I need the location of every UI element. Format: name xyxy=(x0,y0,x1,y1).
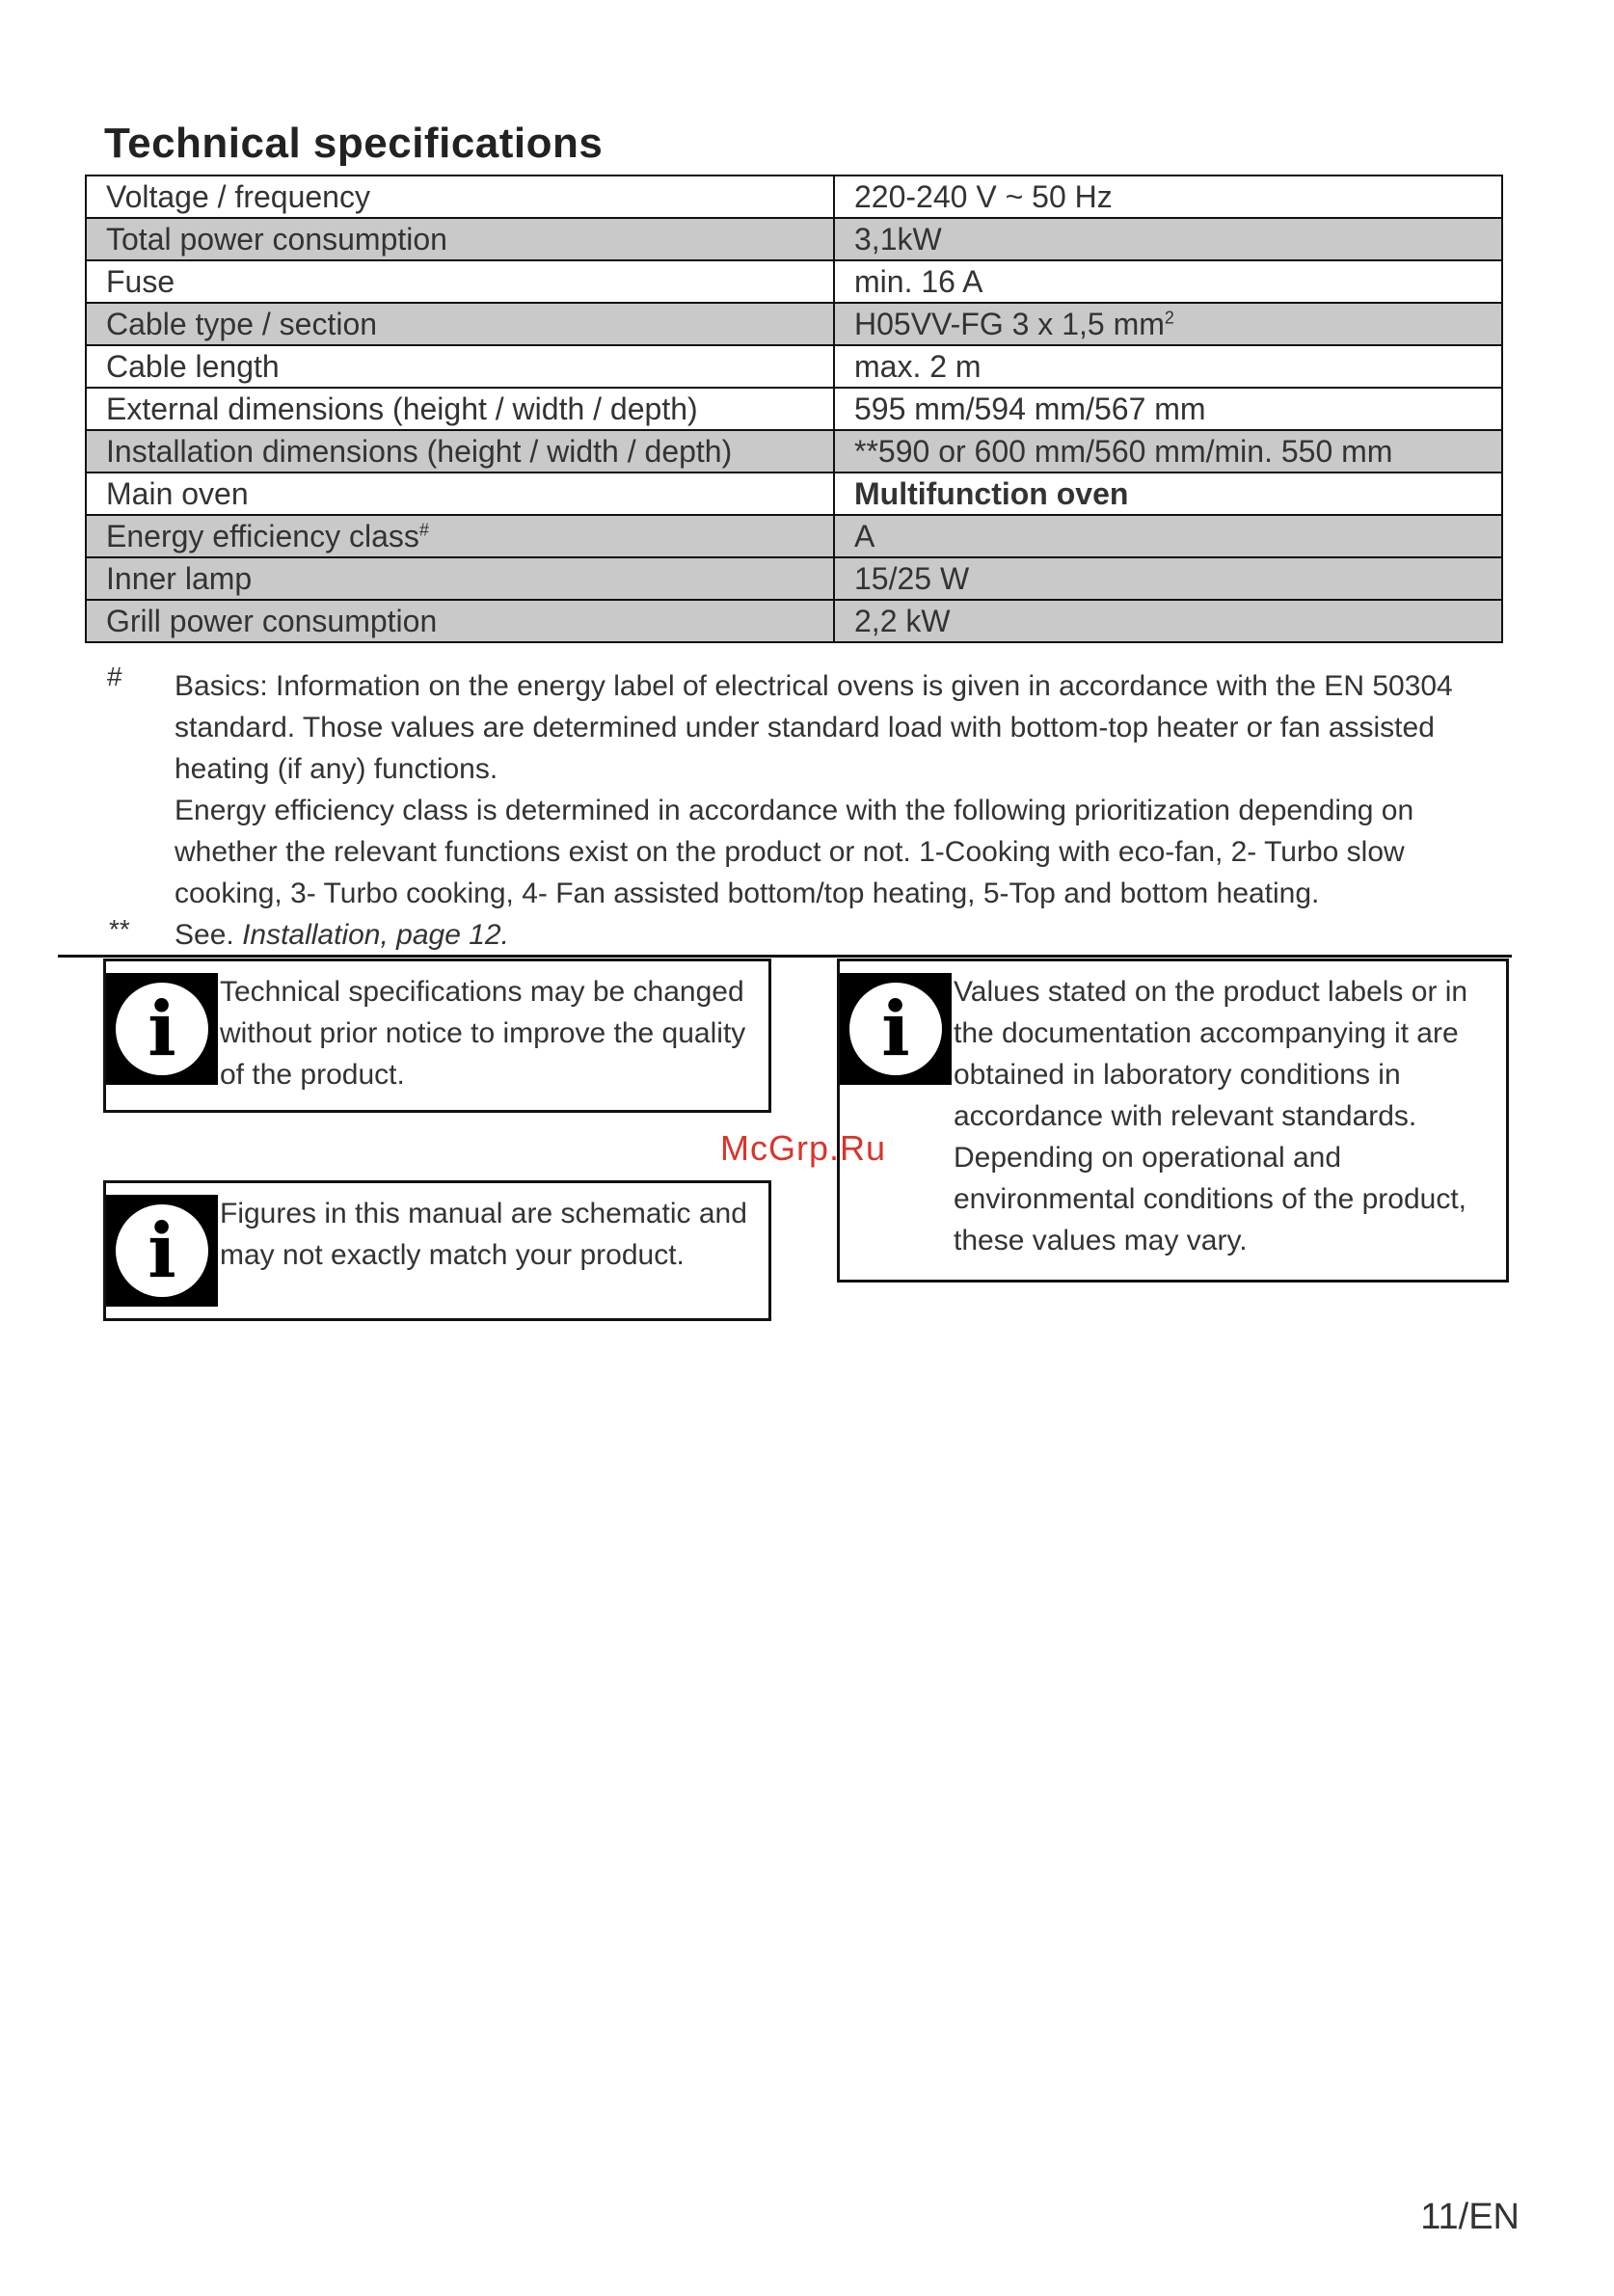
spec-label: Main oven xyxy=(86,473,834,515)
info-icon: i xyxy=(840,973,952,1085)
superscript: # xyxy=(418,519,429,539)
spec-label: External dimensions (height / width / depth) xyxy=(86,388,834,430)
footnote-hash-paragraph: Basics: Information on the energy label of electrical ovens is given in accordance with the EN 50304 standard. Those values are determined under standard load with bottom-top heater or fan assisted heating (if any) functions. xyxy=(175,670,1453,785)
info-note-text: Technical specifications may be changed without prior notice to improve the quality of the product. xyxy=(220,976,746,1091)
footnote-star-prefix: See. xyxy=(175,919,234,951)
watermark: McGrp.Ru xyxy=(720,1128,887,1168)
spec-label: Energy efficiency class xyxy=(106,518,419,554)
spec-label: Fuse xyxy=(86,260,834,303)
table-row xyxy=(86,176,1502,218)
info-icon: i xyxy=(106,1195,218,1307)
footnote-hash-mark: # xyxy=(107,662,122,691)
spec-value: min. 16 A xyxy=(834,260,1502,303)
footnote-star-mark: ** xyxy=(109,914,130,944)
spec-label: Voltage / frequency xyxy=(86,176,834,218)
spec-value: H05VV-FG 3 x 1,5 mm xyxy=(854,306,1165,341)
info-icon: i xyxy=(106,973,218,1085)
spec-value: max. 2 m xyxy=(834,345,1502,388)
spec-label-cell xyxy=(86,515,834,557)
spec-value: 220-240 V ~ 50 Hz xyxy=(834,176,1502,218)
spec-value: **590 or 600 mm/560 mm/min. 550 mm xyxy=(834,430,1502,473)
spec-value: 595 mm/594 mm/567 mm xyxy=(834,388,1502,430)
table-row xyxy=(86,600,1502,642)
spec-label: Installation dimensions (height / width / depth) xyxy=(86,430,834,473)
page-number: 11/EN xyxy=(1420,2197,1520,2237)
table-row xyxy=(86,303,1502,345)
table-row xyxy=(86,473,1502,515)
table-row xyxy=(86,430,1502,473)
info-note-text: Values stated on the product labels or in the documentation accompanying it are obtained in laboratory conditions in accordance with relevant standards. Depending on operational and environmental conditions of the product, these values may vary. xyxy=(954,976,1468,1256)
table-row xyxy=(86,218,1502,260)
footnote-hash-paragraph-2: Energy efficiency class is determined in accordance with the following prioritization depending on whether the relevant functions exist on the product or not. 1-Cooking with eco-fan, 2- Turbo slow cooking, 3- Turbo cooking, 4- Fan assisted bottom/top heating, 5-Top and bottom heating. xyxy=(175,795,1414,909)
spec-label: Cable type / section xyxy=(86,303,834,345)
spec-label: Total power consumption xyxy=(86,218,834,260)
spec-label: Inner lamp xyxy=(86,557,834,600)
spec-value: 3,1kW xyxy=(834,218,1502,260)
table-row xyxy=(86,260,1502,303)
spec-value: 2,2 kW xyxy=(834,600,1502,642)
spec-value-cell xyxy=(834,303,1502,345)
table-row xyxy=(86,557,1502,600)
installation-reference-link[interactable]: Installation, page 12. xyxy=(242,919,509,951)
superscript: 2 xyxy=(1164,307,1174,327)
spec-value: A xyxy=(834,515,1502,557)
spec-value: 15/25 W xyxy=(834,557,1502,600)
spec-value: Multifunction oven xyxy=(834,473,1502,515)
info-note-figures xyxy=(103,1180,771,1321)
table-row xyxy=(86,345,1502,388)
info-note-text: Figures in this manual are schematic and may not exactly match your product. xyxy=(220,1198,747,1271)
info-note-values xyxy=(837,959,1509,1283)
table-row xyxy=(86,388,1502,430)
page-title: Technical specifications xyxy=(104,120,604,167)
footnote-star-text xyxy=(175,914,1505,956)
table-row xyxy=(86,515,1502,557)
spec-label: Grill power consumption xyxy=(86,600,834,642)
info-note-specifications xyxy=(103,959,771,1113)
spec-label: Cable length xyxy=(86,345,834,388)
section-divider xyxy=(58,955,1512,958)
specifications-table xyxy=(85,175,1503,643)
